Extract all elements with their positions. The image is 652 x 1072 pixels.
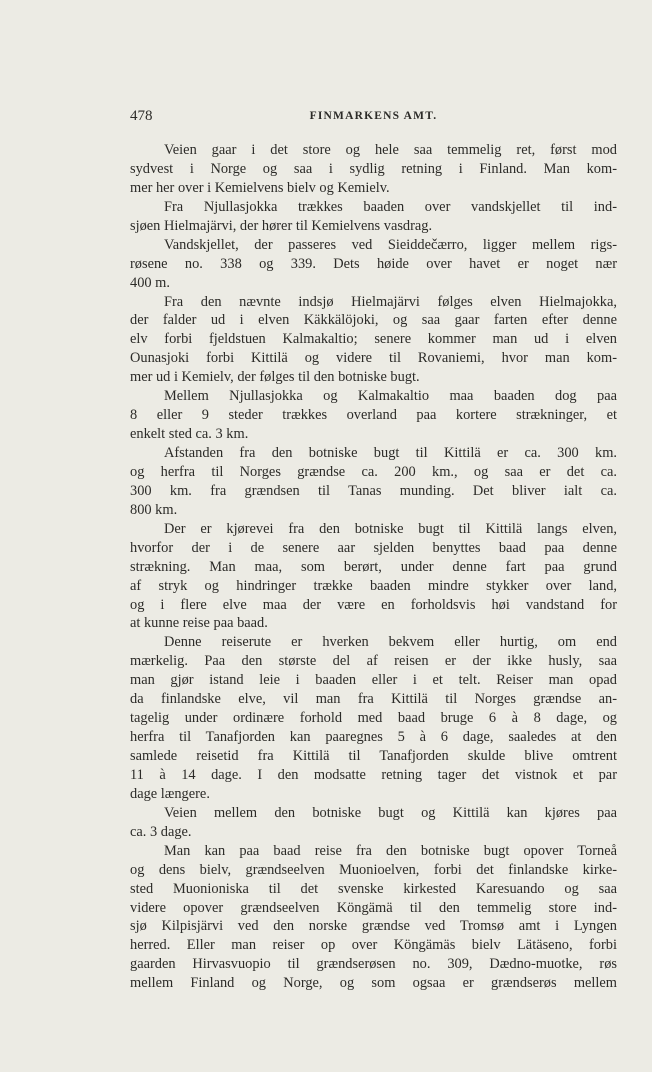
body-text — [130, 141, 617, 993]
text-line-content: samlede reisetid fra Kittilä til Tanafjorden skulde blive omtrent — [130, 748, 617, 764]
text-line — [130, 368, 617, 387]
text-line — [130, 274, 617, 293]
text-line-content: sjøen Hielmajärvi, der hører til Kemielvens vasdrag. — [130, 217, 433, 234]
text-line-content: 11 à 14 dage. I den modsatte retning tager det vistnok et par — [130, 766, 617, 783]
text-line-content: hvorfor der i de senere aar sjelden benyttes baad paa denne — [130, 539, 617, 556]
text-line — [130, 425, 617, 444]
text-line-content: Der er kjørevei fra den botniske bugt til Kittilä langs elven, — [164, 520, 617, 537]
text-line — [130, 652, 617, 671]
text-line-content: herred. Eller man reiser op over Köngämäs bielv Lätäseno, forbi — [130, 937, 617, 954]
text-line — [130, 747, 617, 766]
text-line — [130, 577, 617, 596]
text-line-content: Mellem Njullasjokka og Kalmakaltio maa baaden dog paa — [164, 388, 617, 405]
text-line-content: og dens bielv, grændseelven Muonioelven, forbi det finlandske kirke- — [130, 861, 617, 878]
text-line-content: elv forbi fjeldstuen Kalmakaltio; senere kommer man ud i elven — [130, 331, 617, 348]
text-line-content: af stryk og hindringer trække baaden mindre stykker over land, — [130, 577, 617, 594]
text-line-content: Afstanden fra den botniske bugt til Kittilä er ca. 300 km. — [164, 445, 617, 461]
text-line-content: der falder ud i elven Käkkälöjoki, og saa gaar farten efter denne — [130, 312, 617, 329]
text-line — [130, 330, 617, 349]
text-line — [130, 974, 617, 993]
text-line-content: 8 eller 9 steder trækkes overland paa kortere strækninger, et — [130, 407, 617, 424]
text-line-content: Veien gaar i det store og hele saa temmelig ret, først mod — [164, 142, 617, 158]
text-line — [130, 463, 617, 482]
text-line-content: herfra til Tanafjorden kan paaregnes 5 à 6 dage, saaledes at den — [130, 729, 617, 746]
text-line — [130, 936, 617, 955]
text-line — [130, 690, 617, 709]
text-line — [130, 198, 617, 217]
page-header — [130, 108, 617, 126]
text-line-content: mer ud i Kemielv, der følges til den botniske bugt. — [130, 369, 420, 386]
page-number: 478 — [130, 108, 153, 124]
text-line — [130, 387, 617, 406]
text-line-content: røsene no. 338 og 339. Dets høide over havet er noget nær — [130, 255, 617, 272]
text-line — [130, 709, 617, 728]
text-line-content: gaarden Hirvasvuopio til grændserøsen no. 309, Dædno-muotke, røs — [130, 956, 617, 973]
text-line-content: Vandskjellet, der passeres ved Sieiddečærro, ligger mellem rigs- — [164, 236, 617, 253]
text-line — [130, 633, 617, 652]
text-line — [130, 539, 617, 558]
text-line-content: dage længere. — [130, 785, 210, 802]
text-line-content: 300 km. fra grændsen til Tanas munding. Det bliver ialt ca. — [130, 482, 617, 499]
text-line-content: og herfra til Norges grændse ca. 200 km., og saa er det ca. — [130, 463, 617, 480]
text-line — [130, 899, 617, 918]
text-line — [130, 880, 617, 899]
text-line — [130, 236, 617, 255]
text-line-content: sydvest i Norge og saa i sydlig retning i Finland. Man kom- — [130, 160, 617, 177]
text-line — [130, 160, 617, 179]
text-line — [130, 141, 617, 160]
text-line-content: sjø Kilpisjärvi ved den norske grændse ved Tromsø amt i Lyngen — [130, 918, 617, 935]
text-line-content: mer her over i Kemielvens bielv og Kemielv. — [130, 179, 390, 196]
text-line — [130, 501, 617, 520]
text-line — [130, 766, 617, 785]
text-line — [130, 614, 617, 633]
running-title: FINMARKENS AMT. — [309, 110, 438, 122]
text-line — [130, 596, 617, 615]
text-line-content: tagelig under ordinære forhold med baad bruge 6 à 8 dage, og — [130, 710, 617, 727]
text-line — [130, 785, 617, 804]
text-line — [130, 520, 617, 539]
text-line-content: videre opover grændseelven Köngämä til den temmelig store ind- — [130, 899, 617, 916]
text-line — [130, 558, 617, 577]
text-line — [130, 482, 617, 501]
text-line — [130, 311, 617, 330]
text-line-content: 800 km. — [130, 501, 178, 518]
text-line — [130, 804, 617, 823]
text-line-content: man gjør istand leie i baaden eller i et telt. Reiser man opad — [130, 672, 617, 689]
text-line — [130, 293, 617, 312]
text-line-content: og i flere elve maa der være en forholdsvis høi vandstand for — [130, 596, 617, 613]
text-line-content: Ounasjoki forbi Kittilä og videre til Rovaniemi, hvor man kom- — [130, 350, 617, 367]
text-line-content: Fra den nævnte indsjø Hielmajärvi følges elven Hielmajokka, — [164, 293, 617, 310]
text-line — [130, 861, 617, 880]
text-line-content: mærkelig. Paa den største del af reisen er der ikke husly, saa — [130, 653, 617, 670]
text-line — [130, 728, 617, 747]
text-line-content: sted Muonioniska til det svenske kirkested Karesuando og saa — [130, 880, 617, 897]
text-line-content: Denne reiserute er hverken bekvem eller hurtig, om end — [164, 634, 617, 651]
text-line — [130, 217, 617, 236]
text-line-content: Veien mellem den botniske bugt og Kittilä kan kjøres paa — [164, 804, 617, 821]
text-line-content: 400 m. — [130, 274, 170, 291]
text-line-content: ca. 3 dage. — [130, 823, 192, 840]
text-line-content: Fra Njullasjokka trækkes baaden over vandskjellet til ind- — [164, 198, 617, 215]
text-line-content: strækning. Man maa, som berørt, under denne fart paa grund — [130, 558, 617, 575]
text-line — [130, 823, 617, 842]
text-line-content: Man kan paa baad reise fra den botniske bugt opover Torneå — [164, 842, 617, 859]
text-line — [130, 349, 617, 368]
text-line — [130, 255, 617, 274]
text-line-content: at kunne reise paa baad. — [130, 615, 268, 632]
text-line — [130, 444, 617, 463]
text-line — [130, 842, 617, 861]
text-line — [130, 179, 617, 198]
text-line — [130, 917, 617, 936]
text-line — [130, 955, 617, 974]
text-line — [130, 406, 617, 425]
text-line-content: da finlandske elve, vil man fra Kittilä til Norges grændse an- — [130, 691, 617, 708]
text-line-content: enkelt sted ca. 3 km. — [130, 426, 249, 443]
text-line-content: mellem Finland og Norge, og som ogsaa er grændserøs mellem — [130, 975, 617, 992]
text-line — [130, 671, 617, 690]
